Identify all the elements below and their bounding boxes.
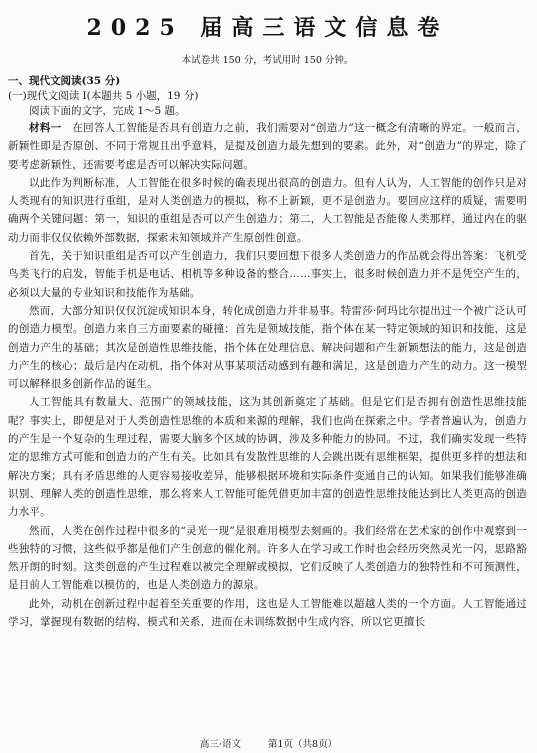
subsection-heading: (一)现代文阅读 I(本题共 5 小题，19 分): [8, 90, 199, 102]
paragraph-text: 在回答人工智能是否具有创造力之前，我们需要对“创造力”这一概念有清晰的界定。一般而言，新颖性即是否原创、不同于常规且出乎意料，是提及创造力最先想到的要素。此外，对“创造力”的界定，除了要考虑新颖性，还需要考虑是否可以解决实际问题。: [8, 122, 527, 171]
page-footer: [0, 739, 537, 751]
footer-subject: 高三·语文: [199, 739, 241, 750]
passage-paragraph: 此外，动机在创新过程中起着至关重要的作用，这也是人工智能难以超越人类的一个方面。人工智能通过学习，掌握现有数据的结构、模式和关系，进而在未训练数据中生成内容，所以它更擅长: [8, 597, 527, 629]
footer-page-number: 第1页（共8页）: [267, 739, 338, 750]
passage-paragraph: 首先，关于知识重组是否可以产生创造力，我们只要回想下很多人类创造力的作品就会得出答案：飞机受鸟类飞行的启发，智能手机是电话、相机等多种设备的整合……事实上，很多时候创造力并不是凭空产生的，必须以大量的专业知识和技能作为基础。: [8, 250, 527, 299]
passage-paragraph: 以此作为判断标准，人工智能在很多时候的确表现出很高的创造力。但有人认为，人工智能的创作只是对人类现有的知识进行重组，是对人类创造力的模拟，称不上新颖，更不是创造力。要回应这样的质疑，需要明确两个关键问题：第一，知识的重组是否可以产生创造力；第二，人工智能是否能像人类那样，通过内在的驱动力而非仅仅依赖外部数据，探索未知领域并产生原创性创意。: [8, 176, 527, 244]
passage-paragraph: 然而，大部分知识仅仅沉淀成知识本身，转化成创造力并非易事。特雷莎·阿玛比尔提出过一个被广泛认可的创造力模型。创造力来自三方面要素的碰撞：首先是领域技能，指个体在某一特定领域的知识和技能，这是创造力产生的基础；其次是创造性思维技能，指个体在处理信息、解决问题和产生新颖想法的能力，这是创造力产生的核心；最后是内在动机，指个体对从事某项活动感到有趣和满足，这是创造力产生的动力。这一模型可以解释很多创新作品的诞生。: [8, 304, 527, 391]
exam-notice: 本试卷共 150 分，考试用时 150 分钟。: [181, 55, 354, 66]
passage-paragraph: [8, 119, 527, 174]
passage-paragraph: 人工智能具有数量大、范围广的领域技能，这为其创新奠定了基础。但是它们是否拥有创造性思维技能呢？事实上，即便是对于人类创造性思维的本质和来源的理解，我们也尚在探索之中。学者普遍认为，创造力的产生是一个复杂的生理过程，需要大脑多个区域的协调，涉及多种能力的协同。不过，我们确实发现一些特定的思维方式可能和创造力的产生有关。比如具有发散性思维的人会跳出既有思维框架，提供更多样的想法和解决方案；具有矛盾思维的人更容易接收差异，能够根据环境和实际条件变通自己的认知。如果我们能够准确识别、理解人类的创造性思维，那么将来人工智能可能凭借更加丰富的创造性思维技能达到比人类更高的创造力水平。: [8, 396, 527, 519]
section-heading: 一、现代文阅读(35 分): [8, 75, 121, 87]
passage-material-one: [8, 119, 527, 631]
exam-title: 2025 届高三语文信息卷: [86, 15, 449, 41]
material-label: 材料一: [29, 122, 62, 134]
passage-paragraph: 然而，人类在创作过程中很多的“灵光一现”是很难用模型去刻画的。我们经常在艺术家的创作中观察到一些独特的习惯，这些似乎都是他们产生创意的催化剂。许多人在学习或工作时也会经历突然灵光一闪，思路豁然开朗的时刻。这类创意的产生过程难以被完全理解或模拟，它们反映了人类创造力的独特性和不可预测性，是目前人工智能难以模仿的，也是人类创造力的源泉。: [8, 524, 527, 592]
reading-instruction: 阅读下面的文字，完成 1～5 题。: [29, 105, 186, 117]
